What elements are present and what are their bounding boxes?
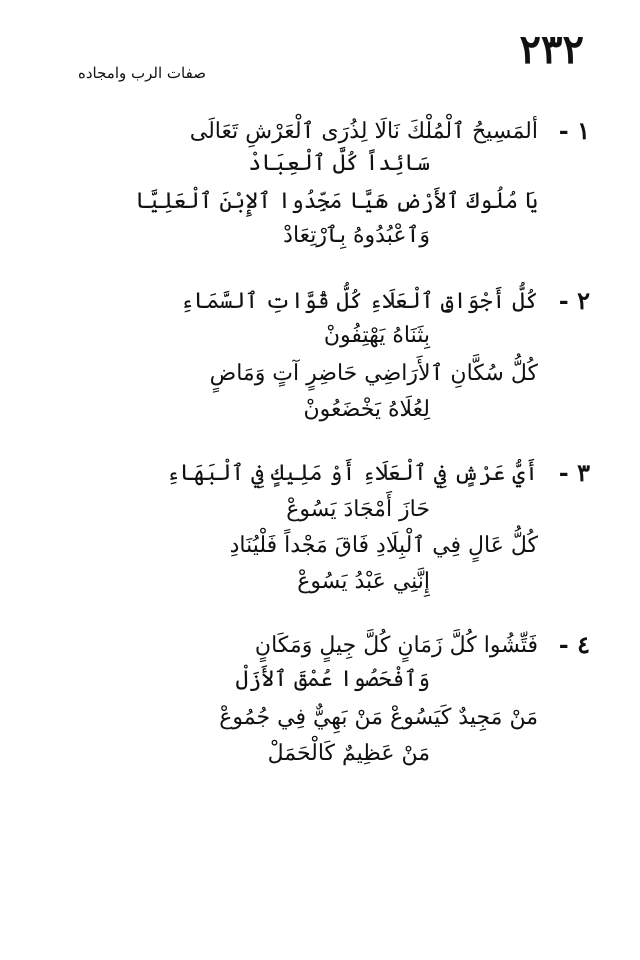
page-number: ٢٣٢: [519, 26, 584, 73]
verse-line: كُلُّ أَجْوَاقِ ٱلْعَلَاءِ كُلُّ قُوَّاتِ ٱلسَّمَاءِ: [180, 289, 538, 314]
verse-line: ألمَسِيحُ ٱلْمُلْكَ نَالَا لِذُرَى ٱلْعَرْشِ تَعَالَى: [189, 119, 538, 144]
stanza-4: [60, 632, 590, 772]
verse-line: مَنْ عَظِيمٌ كَالْحَمَلْ: [267, 741, 430, 766]
stanza-1: [60, 118, 590, 258]
verse-line: وَٱفْحَصُوا عُمْقَ ٱلأَزَلْ: [235, 667, 430, 692]
verse-line: لِعُلَاهُ يَخْضَعُونْ: [303, 397, 430, 422]
verse-line: مَنْ مَجِيدٌ كَيَسُوعْ مَنْ بَهِيٌّ فِي جُمُوعْ: [219, 705, 538, 730]
stanza-number: ٢ -: [558, 286, 590, 315]
stanza-number: ٤ -: [558, 630, 590, 659]
verse-line: حَازَ أَمْجَادَ يَسُوعْ: [286, 497, 430, 522]
verse-line: بِثَنَاهُ يَهْتِفُونْ: [323, 323, 430, 348]
verse-line: يَا مُلُوكَ ٱلأَرْضِ هَيَّا مَجِّدُوا ٱلإِبْنَ ٱلْعَلِيَّا: [135, 189, 538, 214]
stanza-3: [60, 460, 590, 600]
verse-line: وَٱعْبُدُوهُ بِٱرْتِعَادْ: [283, 223, 430, 248]
verse-line: فَتِّشُوا كُلَّ زَمَانٍ كُلَّ جِيلٍ وَمَكَانٍ: [254, 633, 538, 658]
section-title: صفات الرب وامجاده: [78, 64, 206, 82]
verse-line: كُلُّ عَالٍ فِي ٱلْبِلَادِ فَاقَ مَجْداً فَلْيُنَادِ: [229, 533, 538, 558]
stanza-number: ١ -: [558, 116, 590, 145]
verse-line: كُلُّ سُكَّانِ ٱلأَرَاضِي حَاضِرٍ آتٍ وَمَاضٍ: [209, 361, 538, 386]
verse-line: إِنَّنِي عَبْدُ يَسُوعْ: [297, 569, 430, 594]
stanza-number: ٣ -: [558, 458, 590, 487]
verse-line: أَيُّ عَرْشٍ فِي ٱلْعَلَاءِ أَوْ مَلِيكٍ فِي ٱلْبَهَاءِ: [166, 461, 538, 486]
stanza-2: [60, 288, 590, 428]
verse-line: سَائِداً كُلَّ ٱلْعِبَادْ: [248, 151, 430, 176]
